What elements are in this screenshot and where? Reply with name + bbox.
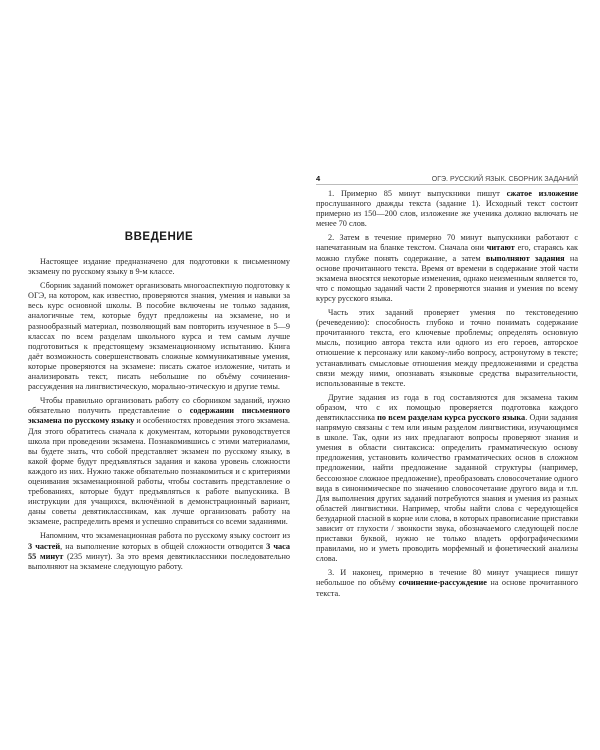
text-run: (235 минут). За это время девятиклассники последовательно выполняют на экзамене следующую работу. xyxy=(28,551,290,571)
text-run: его, стараясь как можно глубже понять содержание, а затем xyxy=(316,243,578,263)
running-head xyxy=(316,174,578,185)
running-title: ОГЭ. РУССКИЙ ЯЗЫК. СБОРНИК ЗАДАНИЙ xyxy=(431,176,578,183)
bold-text: 3 часа 55 минут xyxy=(28,541,290,561)
paragraph xyxy=(316,308,578,389)
paragraph xyxy=(316,189,578,229)
text-run: 1. Примерно 85 минут выпускники пишут xyxy=(328,189,507,198)
text-run: Сборник заданий поможет организовать многоаспектную подготовку к ОГЭ, на котором, как известно, проверяются знания, умения и навыки за весь курс основной школы. В пособие включены не только задания, аналогичные тем, которые будут предложены на экзамене, но и разнообразный материал, позволяющий вам повторить изученное в 5—9 классах по всем разделам школьного курса и тем самым лучше подготовиться к предстоящему экзаменационному испытанию. Книга даёт возможность совершенствовать сложные коммуникативные умения, которые проверяются на экзамене: писать сжатое изложение, читать и анализировать текст, писать небольшие по объёму сочинения-рассуждения на лингвистическую, морально-этическую и другие темы. xyxy=(28,281,290,392)
text-run: на основе прочитанного текста. xyxy=(316,578,579,598)
bold-text: выполняют задания xyxy=(485,253,565,263)
bold-text: 3 частей xyxy=(28,541,61,551)
text-run: Настоящее издание предназначено для подготовки к письменному экзамену по русскому языку в 9-м классе. xyxy=(28,257,290,277)
bold-text: читают xyxy=(486,243,515,253)
page-title: ВВЕДЕНИЕ xyxy=(124,231,194,243)
paragraph xyxy=(316,233,578,304)
bold-text: содержании письменного экзамена по русскому языку xyxy=(28,406,290,426)
bold-text: по всем разделам курса русского языка xyxy=(377,412,526,422)
text-run: и особенностях проведения этого экзамена. Для этого обратитесь сначала к документам, которыми руководствуется школа при проведении экзамена. Познакомившись с этими материалами, вы будете знать, что собой представляет экзамен по русскому языку, в какой форме будут предъявляться задания и какова уровень сложности каждого из них. Нужно также обязательно познакомиться и с критериями оценивания экзаменационной работы, чтобы составить представление о требованиях, которые будут предъявляться к работе выпускника. В инструкции для учащихся, включённой в демонстрационный вариант, даны советы девятиклассникам, как лучше организовать работу на экзамене, распределить время и успешно справиться со всеми заданиями. xyxy=(28,416,290,527)
bold-text: сжатое изложение xyxy=(506,189,578,198)
text-run: Чтобы правильно организовать работу со сборником заданий, нужно обязательно получить представление о xyxy=(28,396,290,416)
bold-text: сочинение-рассуждение xyxy=(398,578,487,588)
left-page xyxy=(28,0,290,576)
text-run: 3. И наконец, примерно в течение 80 минут учащиеся пишут небольшое по объёму xyxy=(316,568,578,588)
paragraph xyxy=(316,568,578,598)
text-run: , на выполнение которых в общей сложности отводится xyxy=(60,541,267,551)
paragraph xyxy=(28,257,290,277)
paragraph xyxy=(28,281,290,392)
text-run: Часть этих заданий проверяет умения по текстоведению (речеведению): способность глубоко и точно понимать содержание прочитанного текста, его ключевые проблемы; определять основную мысль, позицию автора текста или одного из его героев, авторское отношение к персонажу или какому-либо вопросу, астронутому в тексте; устанавливать смысловые отношения между предложениями и средства связи между ними, опознавать языковые средства выразительности, использованные в тексте. xyxy=(316,308,578,388)
page-number: 4 xyxy=(316,174,321,183)
text-run: Напомним, что экзаменационная работа по русскому языку состоит из xyxy=(40,531,290,541)
text-run: прослушанного дважды текста (задание 1). Исходный текст состоит примерно из 150—200 слов, изложение же ученика должно включать не менее 70 слов. xyxy=(316,199,578,229)
body-text xyxy=(316,189,578,599)
body-text xyxy=(28,257,290,572)
text-run: Другие задания из года в год составляются для экзамена таким образом, что с их помощью проверяется подготовка каждого девятиклассника xyxy=(316,392,578,422)
right-page xyxy=(316,0,578,603)
paragraph xyxy=(316,393,578,565)
text-run: . Одни задания напрямую связаны с тем или иным разделом лингвистики, изучающимся в школе. Так, одни из них предлагают вопросы проверяют знания и умения в области синтаксиса: определить грамматическую основу предложения, установить количество грамматических основ в сложном предложении, найти предложение заданной структуры (например, бессоюзное сложное предложение), преобразовать словосочетание одного вида в синонимическое по значению словосочетание другого вида и т.п. Для выполнения других заданий потребуются знания и умения из разных областей лингвистики. Например, чтобы найти слова с чередующейся безударной гласной в корне или слова, в которых правописание приставки зависит от глухости / звонкости звука, обозначаемого следующей после приставки буквой, нужно не только владеть орфографическими правилами, но и уметь проводить морфемный и фонетический анализы слова. xyxy=(316,412,578,564)
text-run: на основе прочитанного текста. Время от времени в содержание этой части экзамена вносятся некоторые изменения, однако неизменным является то, что с помощью заданий части 2 проверяются знания и умения по всему курсу русского языка. xyxy=(316,253,579,303)
paragraph xyxy=(28,531,290,571)
paragraph xyxy=(28,396,290,527)
text-run: 2. Затем в течение примерно 70 минут выпускники работают с напечатанным на бланке текстом. Сначала они xyxy=(316,233,578,253)
